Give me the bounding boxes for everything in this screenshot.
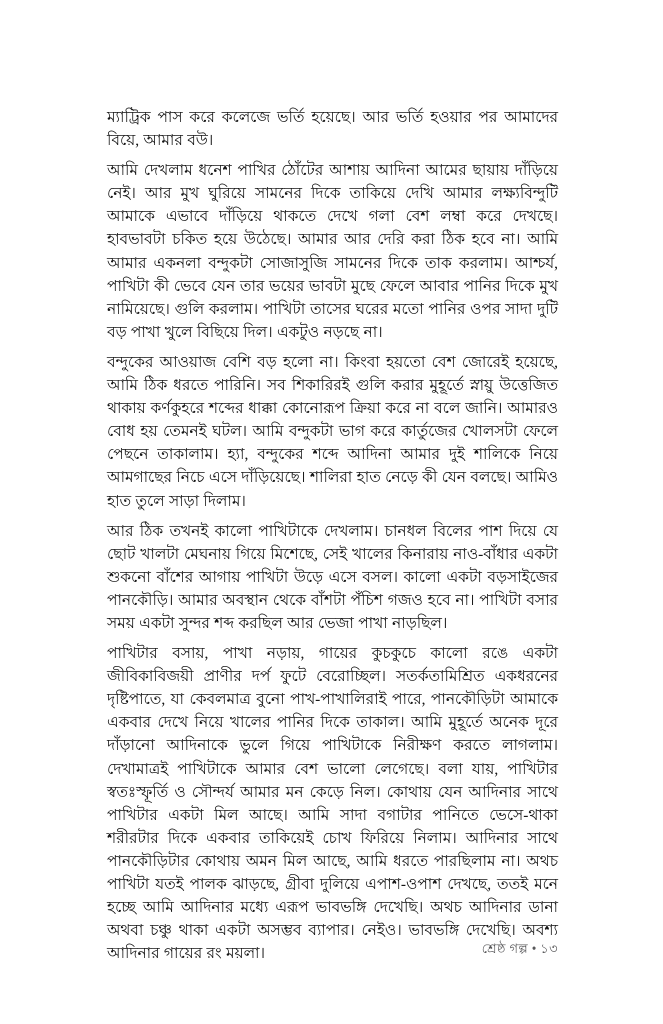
paragraph: বন্দুকের আওয়াজ বেশি বড় হলো না। কিংবা হয়তো বেশ জোরেই হয়েছে, আমি ঠিক ধরতে পারিনি। সব শিকারিরই গুলি করার মুহূর্তে স্নায়ু উত্তেজিত থাকায় কর্ণকুহরে শব্দের ধাক্কা কোনোরূপ ক্রিয়া করে না বলে জানি। আমারও বোধ হয় তেমনই ঘটল। আমি বন্দুকটা ভাগ করে কার্তুজের খোলসটা ফেলে পেছনে তাকালাম। হ্যা, বন্দুকের শব্দে আদিনা আমার দুই শালিকে নিয়ে আমগাছের নিচে এসে দাঁড়িয়েছে। শালিরা হাত নেড়ে কী যেন বলছে। আমিও হাত তুলে সাড়া দিলাম। — [107, 353, 558, 510]
paragraph: আমি দেখলাম ধনেশ পাখির ঠোঁটের আশায় আদিনা আমের ছায়ায় দাঁড়িয়ে নেই। আর মুখ ঘুরিয়ে সামনের দিকে তাকিয়ে দেখি আমার লক্ষ্যবিন্দুটি আমাকে এভাবে দাঁড়িয়ে থাকতে দেখে গলা বেশ লম্বা করে দেখছে। হাবভাবটা চকিত হয়ে উঠেছে। আমার আর দেরি করা ঠিক হবে না। আমি আমার একনলা বন্দুকটা সোজাসুজি সামনের দিকে তাক করলাম। আশ্চর্য, পাখিটা কী ভেবে যেন তার ভয়ের ভাবটা মুছে ফেলে আবার পানির দিকে মুখ নামিয়েছে। গুলি করলাম। পাখিটা তাসের ঘরের মতো পানির ওপর সাদা দুটি বড় পাখা খুলে বিছিয়ে দিল। একটুও নড়ছে না। — [107, 162, 558, 341]
paragraph: পাখিটার বসায়, পাখা নড়ায়, গায়ের কুচকুচে কালো রঙে একটা জীবিকাবিজয়ী প্রাণীর দর্প ফুটে বেরোচ্ছিল। সতর্কতামিশ্রিত একধরনের দৃষ্টিপাতে, যা কেবলমাত্র বুনো পাখ-পাখালিরাই পারে, পানকৌড়িটা আমাকে একবার দেখে নিয়ে খালের পানির দিকে তাকাল। আমি মুহূর্তে অনেক দূরে দাঁড়ানো আদিনাকে ভুলে গিয়ে পাখিটাকে নিরীক্ষণ করতে লাগলাম। দেখামাত্রই পাখিটাকে আমার বেশ ভালো লেগেছে। বলা যায়, পাখিটার স্বতঃস্ফূর্তি ও সৌন্দর্য আমার মন কেড়ে নিল। কোথায় যেন আদিনার সাথে পাখিটার একটা মিল আছে। আমি সাদা বগাটার পানিতে ভেসে-থাকা শরীরটার দিকে একবার তাকিয়েই চোখ ফিরিয়ে নিলাম। আদিনার সাথে পানকৌড়িটার কোথায় অমন মিল আছে, আমি ধরতে পারছিলাম না। অথচ পাখিটা যতই পালক ঝাড়ছে, গ্রীবা দুলিয়ে এপাশ-ওপাশ দেখছে, ততই মনে হচ্ছে আমি আদিনার মধ্যে এরূপ ভাবভঙ্গি দেখেছি। অথচ আদিনার ডানা অথবা চঞ্চু থাকা একটা অসম্ভব ব্যাপার। নেইও। ভাবভঙ্গি দেখেছি। অবশ্য আদিনার গায়ের রং ময়লা। — [107, 645, 558, 963]
paragraph: আর ঠিক তখনই কালো পাখিটাকে দেখলাম। চানধল বিলের পাশ দিয়ে যে ছোট খালটা মেঘনায় গিয়ে মিশেছে, সেই খালের কিনারায় নাও-বাঁধার একটা শুকনো বাঁশের আগায় পাখিটা উড়ে এসে বসল। কালো একটা বড়সাইজের পানকৌড়ি। আমার অবস্থান থেকে বাঁশটা পঁচিশ গজও হবে না। পাখিটা বসার সময় একটা সুন্দর শব্দ করছিল আর ভেজা পাখা নাড়ছিল। — [107, 522, 558, 632]
page-body-text — [107, 106, 558, 965]
page-footer — [107, 940, 558, 958]
footer-book-title-and-page-number: শ্রেষ্ঠ গল্প • ১৩ — [481, 941, 558, 956]
paragraph: ম্যাট্রিক পাস করে কলেজে ভর্তি হয়েছে। আর ভর্তি হওয়ার পর আমাদের বিয়ে, আমার বউ। — [107, 109, 558, 150]
